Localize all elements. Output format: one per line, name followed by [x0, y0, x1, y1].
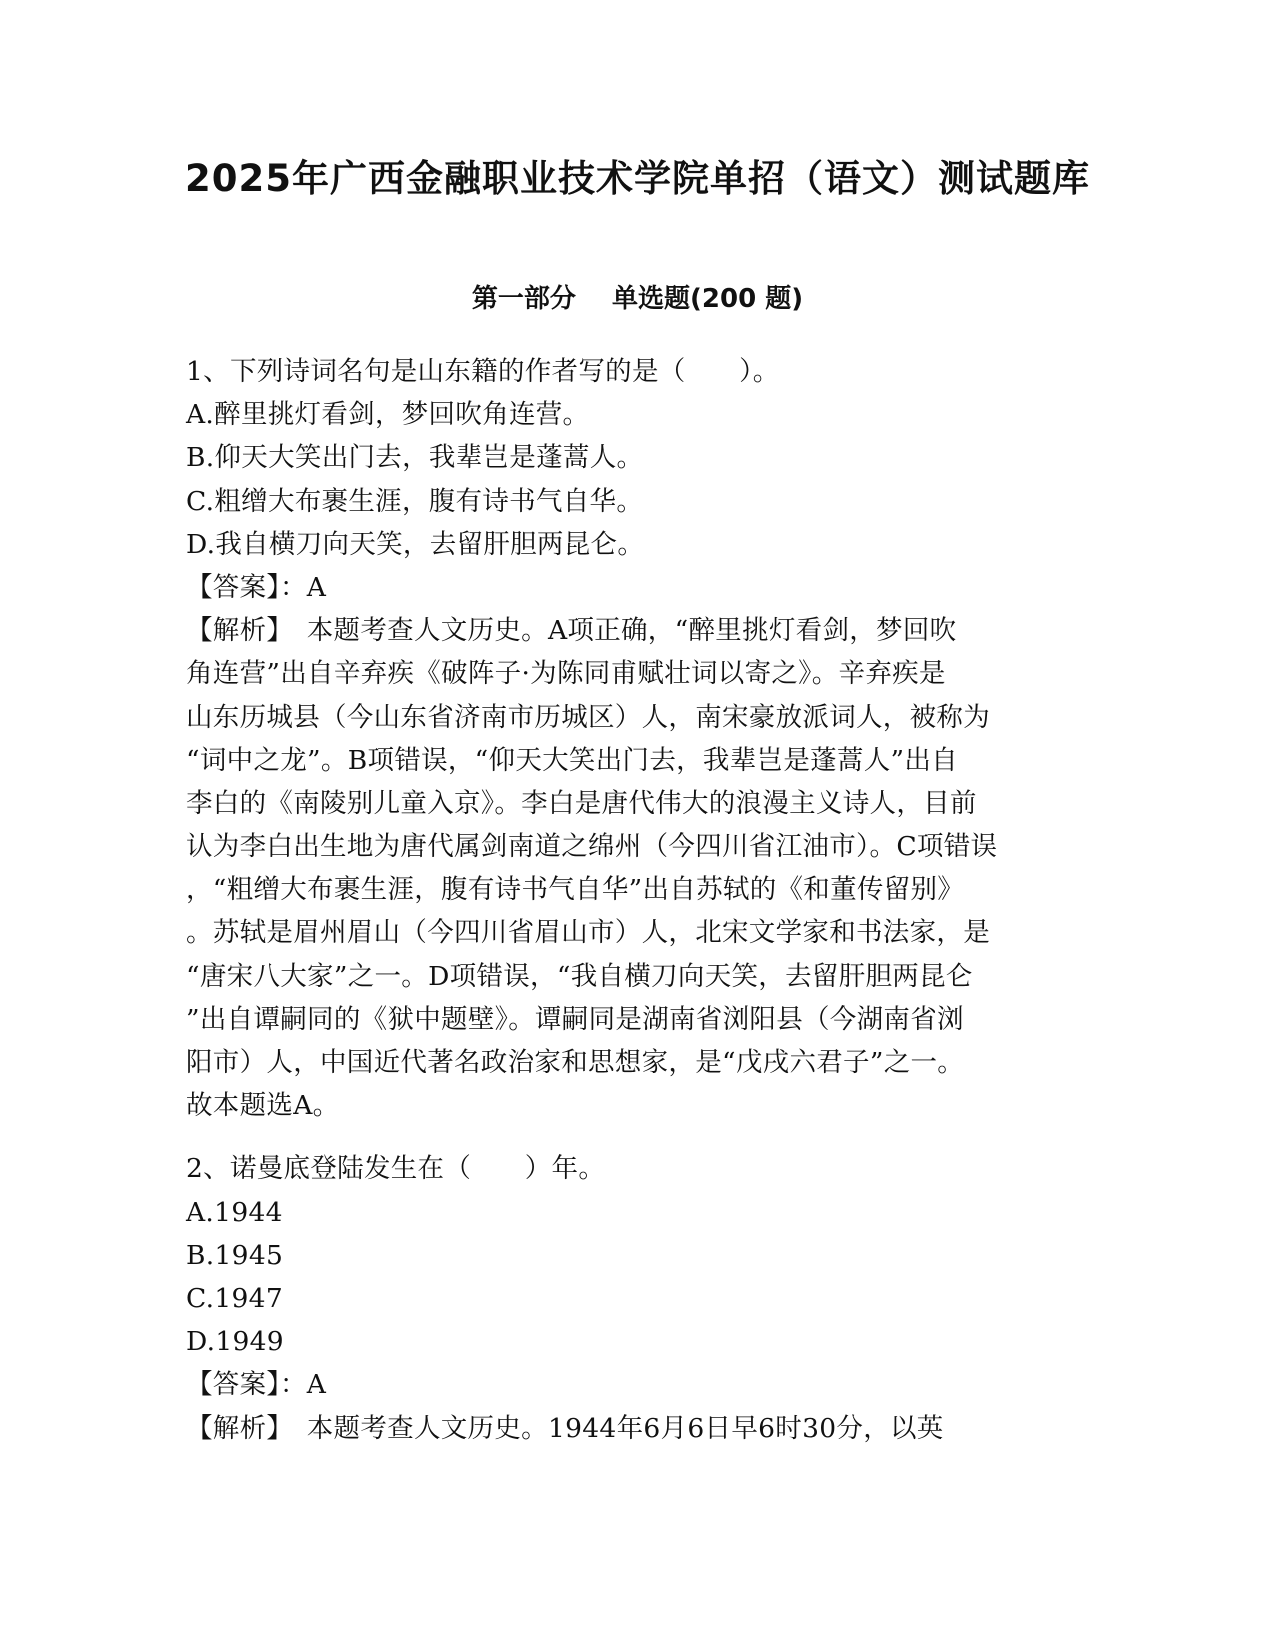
analysis-line: “词中之龙”。B项错误，“仰天大笑出门去，我辈岂是蓬蒿人”出自: [186, 744, 958, 776]
question-spacer: [186, 1127, 1086, 1147]
question-list: [186, 350, 1086, 1450]
analysis-line: 角连营”出自辛弃疾《破阵子·为陈同甫赋壮词以寄之》。辛弃疾是: [186, 658, 946, 690]
analysis-line: 山东历城县（今山东省济南市历城区）人，南宋豪放派词人，被称为: [186, 701, 990, 733]
question-1: [186, 350, 1086, 1127]
analysis-line: [186, 609, 1086, 652]
answer-line: [186, 1363, 1086, 1406]
analysis-line: 认为李白出生地为唐代属剑南道之绵州（今四川省江油市）。C项错误: [186, 831, 998, 863]
question-stem: 2、诺曼底登陆发生在（ ）年。: [186, 1153, 606, 1185]
analysis-label: 【解析】: [186, 1412, 280, 1444]
option-c: C.1947: [186, 1282, 283, 1314]
answer-value: ：A: [279, 571, 327, 603]
option-a: A.1944: [186, 1196, 283, 1228]
analysis-line: 阳市）人，中国近代著名政治家和思想家，是“戊戌六君子”之一。: [186, 1047, 965, 1078]
analysis-line: [186, 1407, 1086, 1450]
analysis-line: 李白的《南陵别儿童入京》。李白是唐代伟大的浪漫主义诗人，目前: [186, 787, 977, 819]
answer-value: ：A: [279, 1369, 327, 1401]
answer-label: 【答案】: [186, 1369, 280, 1401]
option-d: D.我自横刀向天笑，去留肝胆两昆仑。: [186, 528, 645, 560]
analysis-text: 本题考查人文历史。1944年6月6日早6时30分，以英: [279, 1412, 944, 1444]
section-heading: 第一部分 单选题(200 题): [471, 284, 804, 314]
analysis-line: 。苏轼是眉州眉山（今四川省眉山市）人，北宋文学家和书法家，是: [186, 917, 990, 949]
option-b: B.仰天大笑出门去，我辈岂是蓬蒿人。: [186, 442, 644, 474]
question-2: [186, 1147, 1086, 1449]
analysis-label: 【解析】: [186, 615, 280, 647]
analysis-line: ”出自谭嗣同的《狱中题壁》。谭嗣同是湖南省浏阳县（今湖南省浏: [186, 1003, 964, 1035]
option-a: A.醉里挑灯看剑，梦回吹角连营。: [186, 399, 590, 431]
analysis-line: 故本题选A。: [186, 1090, 340, 1122]
option-c: C.粗缯大布裹生涯，腹有诗书气自华。: [186, 485, 644, 517]
analysis-text: 本题考查人文历史。A项正确，“醉里挑灯看剑，梦回吹: [279, 615, 957, 647]
analysis-line: “唐宋八大家”之一。D项错误，“我自横刀向天笑，去留肝胆两昆仑: [186, 960, 973, 992]
analysis-line: ，“粗缯大布裹生涯，腹有诗书气自华”出自苏轼的《和董传留别》: [186, 874, 965, 906]
option-b: B.1945: [186, 1239, 284, 1271]
question-stem: 1、下列诗词名句是山东籍的作者写的是（ ）。: [186, 356, 780, 387]
option-d: D.1949: [186, 1326, 284, 1358]
answer-line: [186, 566, 1086, 609]
answer-label: 【答案】: [186, 571, 280, 603]
document-title: 2025年广西金融职业技术学院单招（语文）测试题库: [185, 157, 1090, 200]
